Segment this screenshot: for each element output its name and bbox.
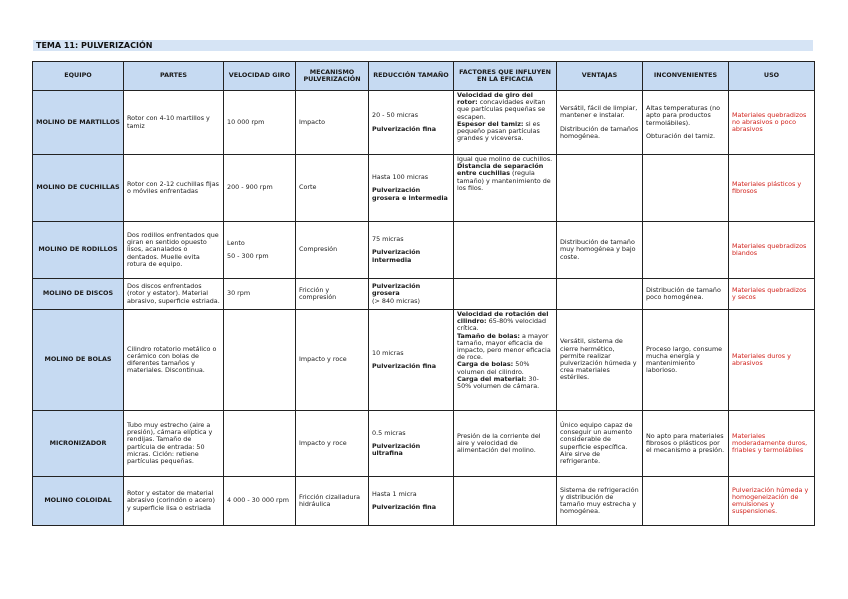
cell-ventajas	[557, 155, 643, 222]
cell-velocidad: 200 - 900 rpm	[224, 155, 296, 222]
table-row	[33, 91, 815, 155]
cell-factores: Velocidad de giro del rotor: concavidades evitan que partículas pequeñas se escapen. Espesor del tamiz: si es pequeño pasan partículas grandes y viceversa.	[454, 91, 557, 155]
cell-factores	[454, 477, 557, 526]
cell-reduccion: 0.5 micras Pulverización ultrafina	[369, 411, 454, 477]
header-velocidad: VELOCIDAD GIRO	[224, 62, 296, 91]
table-row	[33, 477, 815, 526]
cell-factores	[454, 222, 557, 279]
cell-mecanismo: Impacto y roce	[296, 310, 369, 411]
cell-equipo: MOLINO DE DISCOS	[33, 279, 124, 310]
cell-factores: Velocidad de rotación del cilindro: 65-80% velocidad crítica. Tamaño de bolas: a mayor tamaño, mayor eficacia de impacto, pero menor eficacia de roce. Carga de bolas: 50% volumen del cilindro. Carga del material: 30-50% volumen de cámara.	[454, 310, 557, 411]
cell-partes: Rotor con 2-12 cuchillas fijas o móviles enfrentadas	[124, 155, 224, 222]
cell-factores	[454, 279, 557, 310]
cell-mecanismo: Impacto	[296, 91, 369, 155]
cell-mecanismo: Compresión	[296, 222, 369, 279]
cell-mecanismo: Impacto y roce	[296, 411, 369, 477]
cell-reduccion: Pulverización grosera (> 840 micras)	[369, 279, 454, 310]
cell-uso: Materiales plásticos y fibrosos	[729, 155, 815, 222]
table-row	[33, 411, 815, 477]
cell-inconvenientes	[643, 222, 729, 279]
table-row	[33, 222, 815, 279]
cell-equipo: MOLINO COLOIDAL	[33, 477, 124, 526]
cell-inconvenientes: No apto para materiales fibrosos o plásticos por el mecanismo a presión.	[643, 411, 729, 477]
cell-velocidad	[224, 310, 296, 411]
cell-ventajas: Distribución de tamaño muy homogénea y bajo coste.	[557, 222, 643, 279]
header-partes: PARTES	[124, 62, 224, 91]
cell-ventajas	[557, 279, 643, 310]
cell-reduccion: 75 micras Pulverización intermedia	[369, 222, 454, 279]
cell-uso: Materiales quebradizos no abrasivos o poco abrasivos	[729, 91, 815, 155]
cell-uso: Materiales moderadamente duros, friables y termolábiles	[729, 411, 815, 477]
table-row	[33, 155, 815, 222]
table-row	[33, 310, 815, 411]
cell-factores: Igual que molino de cuchillos. Distancia de separación entre cuchillas (regula tamaño) y mantenimiento de los filos.	[454, 155, 557, 222]
cell-inconvenientes	[643, 477, 729, 526]
cell-partes: Dos rodillos enfrentados que giran en sentido opuesto lisos, acanalados o dentados. Muelle evita rotura de equipo.	[124, 222, 224, 279]
cell-inconvenientes: Distribución de tamaño poco homogénea.	[643, 279, 729, 310]
cell-inconvenientes: Altas temperaturas (no apto para productos termolábiles). Obturación del tamiz.	[643, 91, 729, 155]
cell-ventajas: Versátil, sistema de cierre hermético, permite realizar pulverización húmeda y crea materiales estériles.	[557, 310, 643, 411]
cell-equipo: MOLINO DE BOLAS	[33, 310, 124, 411]
cell-ventajas: Sistema de refrigeración y distribución de tamaño muy estrecha y homogénea.	[557, 477, 643, 526]
cell-equipo: MOLINO DE CUCHILLAS	[33, 155, 124, 222]
cell-inconvenientes	[643, 155, 729, 222]
cell-reduccion: Hasta 1 micra Pulverización fina	[369, 477, 454, 526]
cell-velocidad: Lento 50 - 300 rpm	[224, 222, 296, 279]
cell-velocidad: 10 000 rpm	[224, 91, 296, 155]
cell-partes: Rotor y estator de material abrasivo (corindón o acero) y superficie lisa o estriada	[124, 477, 224, 526]
cell-partes: Rotor con 4-10 martillos y tamiz	[124, 91, 224, 155]
table-row	[33, 279, 815, 310]
cell-reduccion: 10 micras Pulverización fina	[369, 310, 454, 411]
pulverization-table	[32, 61, 815, 526]
cell-uso: Materiales duros y abrasivos	[729, 310, 815, 411]
page-title: TEMA 11: PULVERIZACIÓN	[36, 41, 153, 50]
cell-equipo: MOLINO DE RODILLOS	[33, 222, 124, 279]
cell-reduccion: Hasta 100 micras Pulverización grosera e intermedia	[369, 155, 454, 222]
cell-ventajas: Versátil, fácil de limpiar, mantener e instalar. Distribución de tamaños homogénea.	[557, 91, 643, 155]
cell-mecanismo: Corte	[296, 155, 369, 222]
cell-partes: Tubo muy estrecho (aire a presión), cámara elíptica y rendijas. Tamaño de partícula de entrada: 50 micras. Ciclón: retiene partículas pequeñas.	[124, 411, 224, 477]
cell-mecanismo: Fricción y compresión	[296, 279, 369, 310]
header-reduccion: REDUCCIÓN TAMAÑO	[369, 62, 454, 91]
cell-equipo: MICRONIZADOR	[33, 411, 124, 477]
header-factores: FACTORES QUE INFLUYEN EN LA EFICACIA	[454, 62, 557, 91]
cell-ventajas: Único equipo capaz de conseguir un aumento considerable de superficie específica. Aire sirve de refrigerante.	[557, 411, 643, 477]
cell-velocidad: 4 000 - 30 000 rpm	[224, 477, 296, 526]
cell-equipo: MOLINO DE MARTILLOS	[33, 91, 124, 155]
cell-factores: Presión de la corriente del aire y velocidad de alimentación del molino.	[454, 411, 557, 477]
header-uso: USO	[729, 62, 815, 91]
cell-uso: Pulverización húmeda y homogeneización de emulsiones y suspensiones.	[729, 477, 815, 526]
header-inconvenientes: INCONVENIENTES	[643, 62, 729, 91]
header-ventajas: VENTAJAS	[557, 62, 643, 91]
cell-inconvenientes: Proceso largo, consume mucha energía y mantenimiento laborioso.	[643, 310, 729, 411]
cell-uso: Materiales quebradizos y secos	[729, 279, 815, 310]
cell-velocidad	[224, 411, 296, 477]
cell-velocidad: 30 rpm	[224, 279, 296, 310]
header-equipo: EQUIPO	[33, 62, 124, 91]
cell-partes: Cilindro rotatorio metálico o cerámico con bolas de diferentes tamaños y materiales. Discontinua.	[124, 310, 224, 411]
cell-uso: Materiales quebradizos blandos	[729, 222, 815, 279]
header-mecanismo: MECANISMO PULVERIZACIÓN	[296, 62, 369, 91]
cell-partes: Dos discos enfrentados (rotor y estator). Material abrasivo, superficie estriada.	[124, 279, 224, 310]
cell-reduccion: 20 - 50 micras Pulverización fina	[369, 91, 454, 155]
header-row	[33, 62, 815, 91]
cell-mecanismo: Fricción cizalladura hidráulica	[296, 477, 369, 526]
